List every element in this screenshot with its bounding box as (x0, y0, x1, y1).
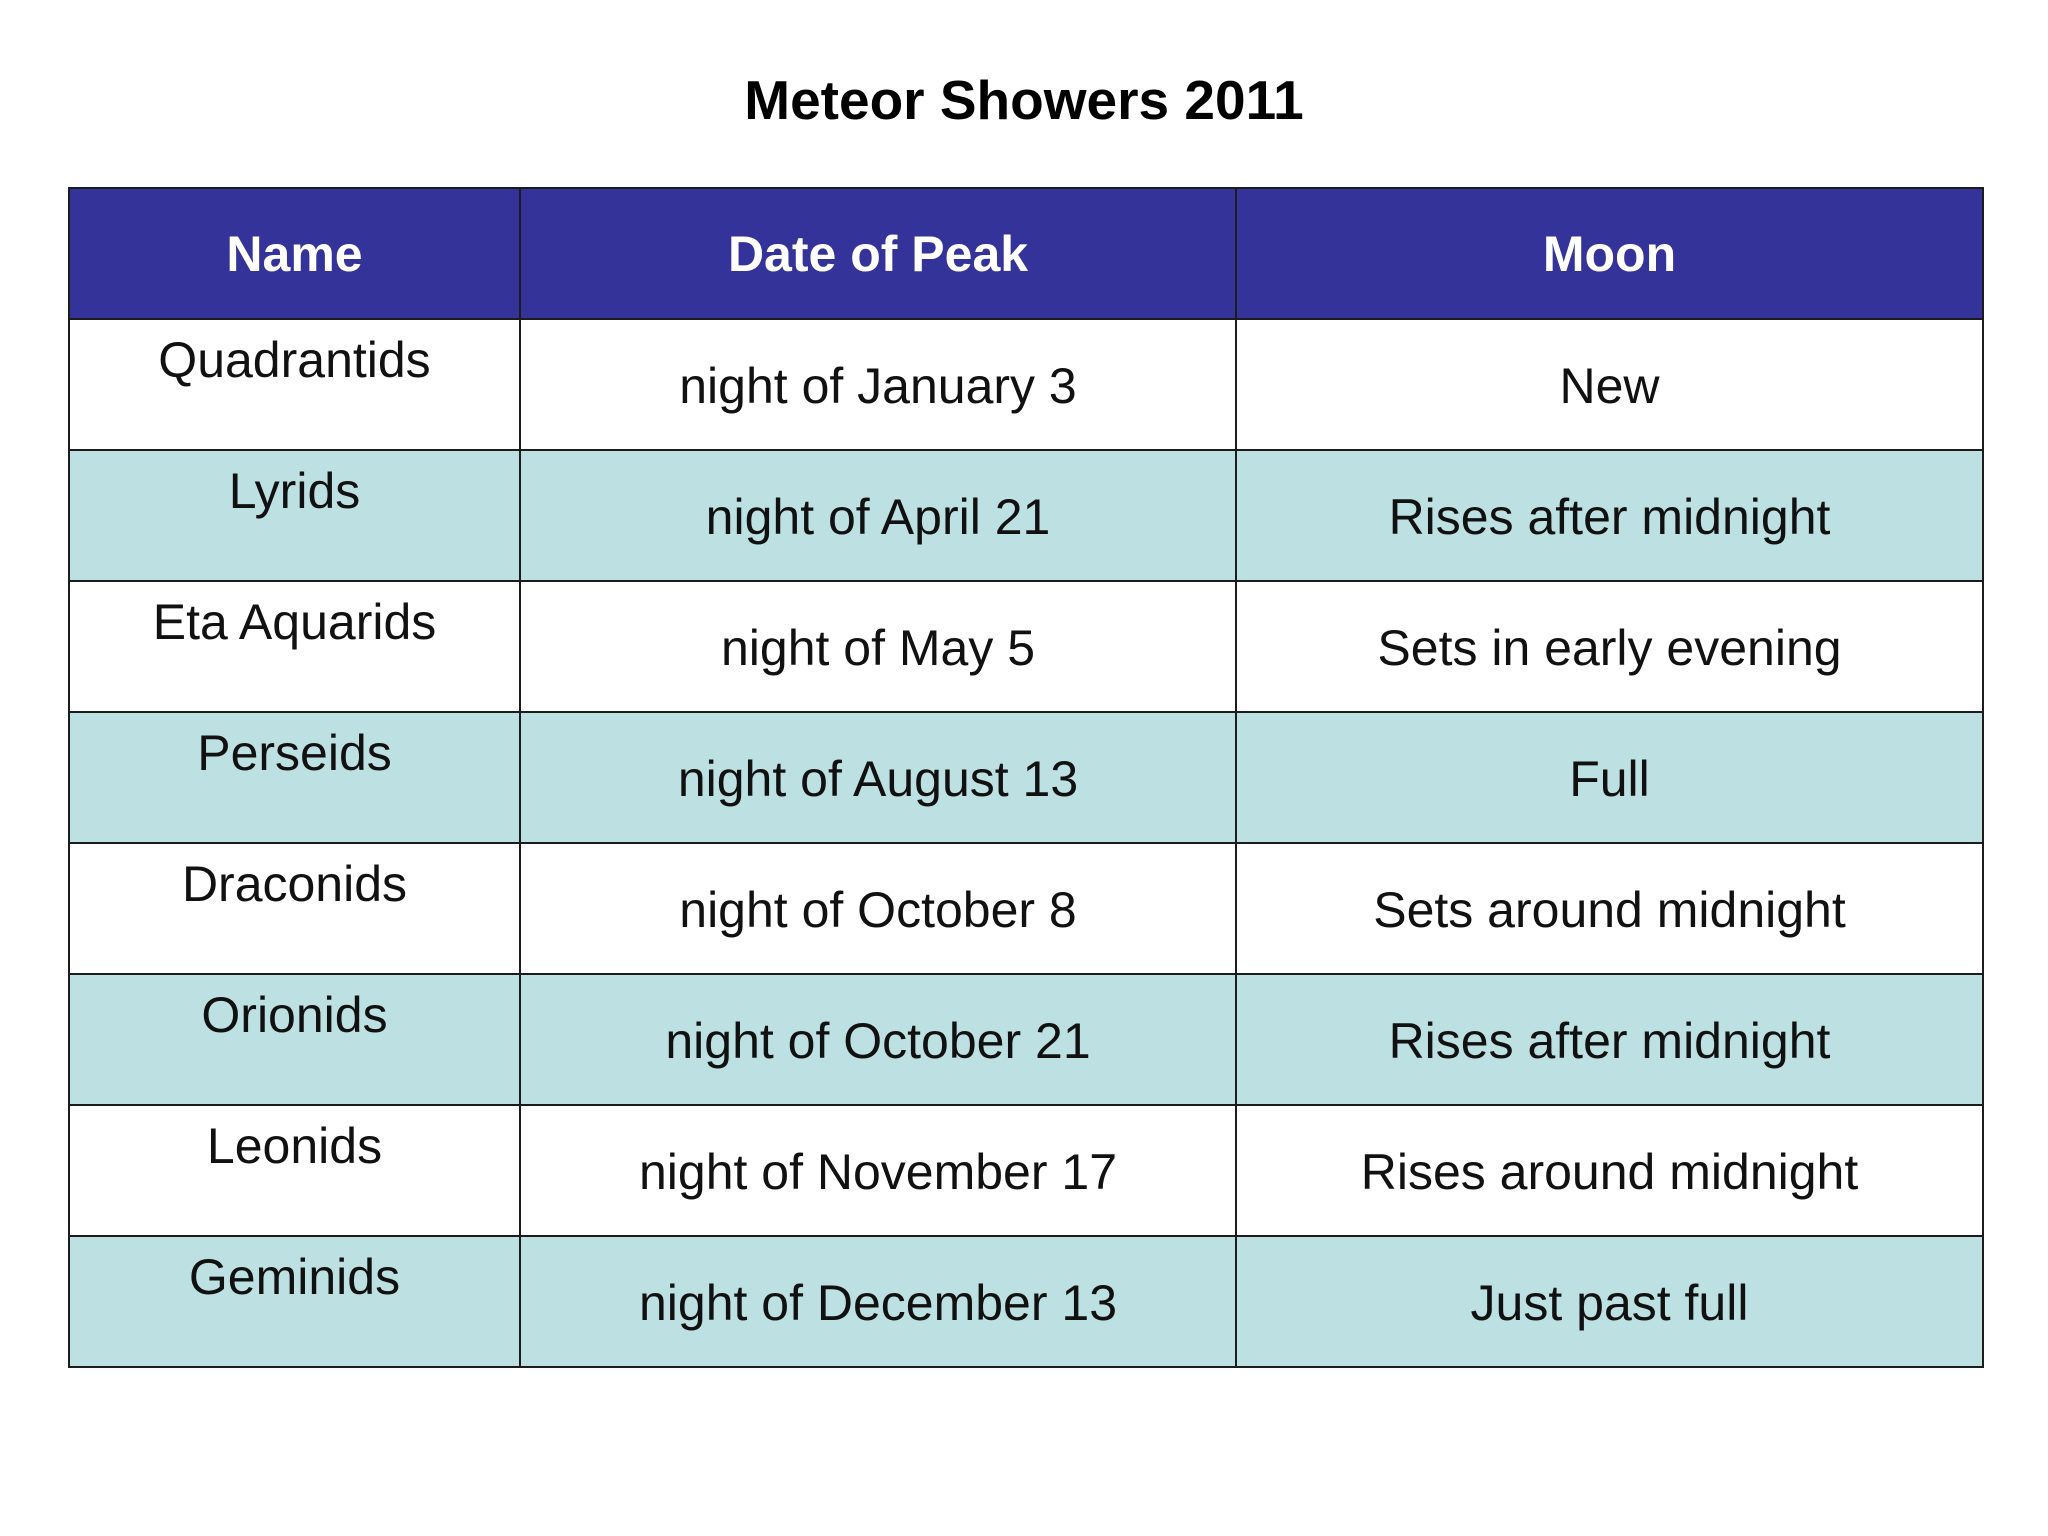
table-row (69, 712, 1983, 843)
peak-date-cell: night of October 21 (520, 974, 1236, 1105)
moon-phase-cell: Full (1236, 712, 1983, 843)
page-title: Meteor Showers 2011 (744, 69, 1304, 131)
moon-phase-cell: Just past full (1236, 1236, 1983, 1367)
table-row (69, 581, 1983, 712)
column-header-moon: Moon (1236, 188, 1983, 319)
shower-name-cell: Geminids (69, 1236, 520, 1367)
moon-phase-cell: Rises around midnight (1236, 1105, 1983, 1236)
moon-phase-cell: Sets around midnight (1236, 843, 1983, 974)
table-row (69, 1236, 1983, 1367)
shower-name-cell: Quadrantids (69, 319, 520, 450)
peak-date-cell: night of August 13 (520, 712, 1236, 843)
shower-name-cell: Draconids (69, 843, 520, 974)
moon-phase-cell: Rises after midnight (1236, 450, 1983, 581)
shower-name-cell: Eta Aquarids (69, 581, 520, 712)
table-row (69, 319, 1983, 450)
moon-phase-cell: New (1236, 319, 1983, 450)
table-row (69, 974, 1983, 1105)
peak-date-cell: night of October 8 (520, 843, 1236, 974)
column-header-name: Name (69, 188, 520, 319)
table-row (69, 1105, 1983, 1236)
table-row (69, 450, 1983, 581)
shower-name-cell: Leonids (69, 1105, 520, 1236)
table-row (69, 843, 1983, 974)
meteor-showers-table (68, 187, 1984, 1368)
peak-date-cell: night of November 17 (520, 1105, 1236, 1236)
moon-phase-cell: Sets in early evening (1236, 581, 1983, 712)
shower-name-cell: Perseids (69, 712, 520, 843)
peak-date-cell: night of April 21 (520, 450, 1236, 581)
peak-date-cell: night of May 5 (520, 581, 1236, 712)
peak-date-cell: night of December 13 (520, 1236, 1236, 1367)
shower-name-cell: Lyrids (69, 450, 520, 581)
table-header-row (69, 188, 1983, 319)
column-header-date-of-peak: Date of Peak (520, 188, 1236, 319)
shower-name-cell: Orionids (69, 974, 520, 1105)
peak-date-cell: night of January 3 (520, 319, 1236, 450)
moon-phase-cell: Rises after midnight (1236, 974, 1983, 1105)
